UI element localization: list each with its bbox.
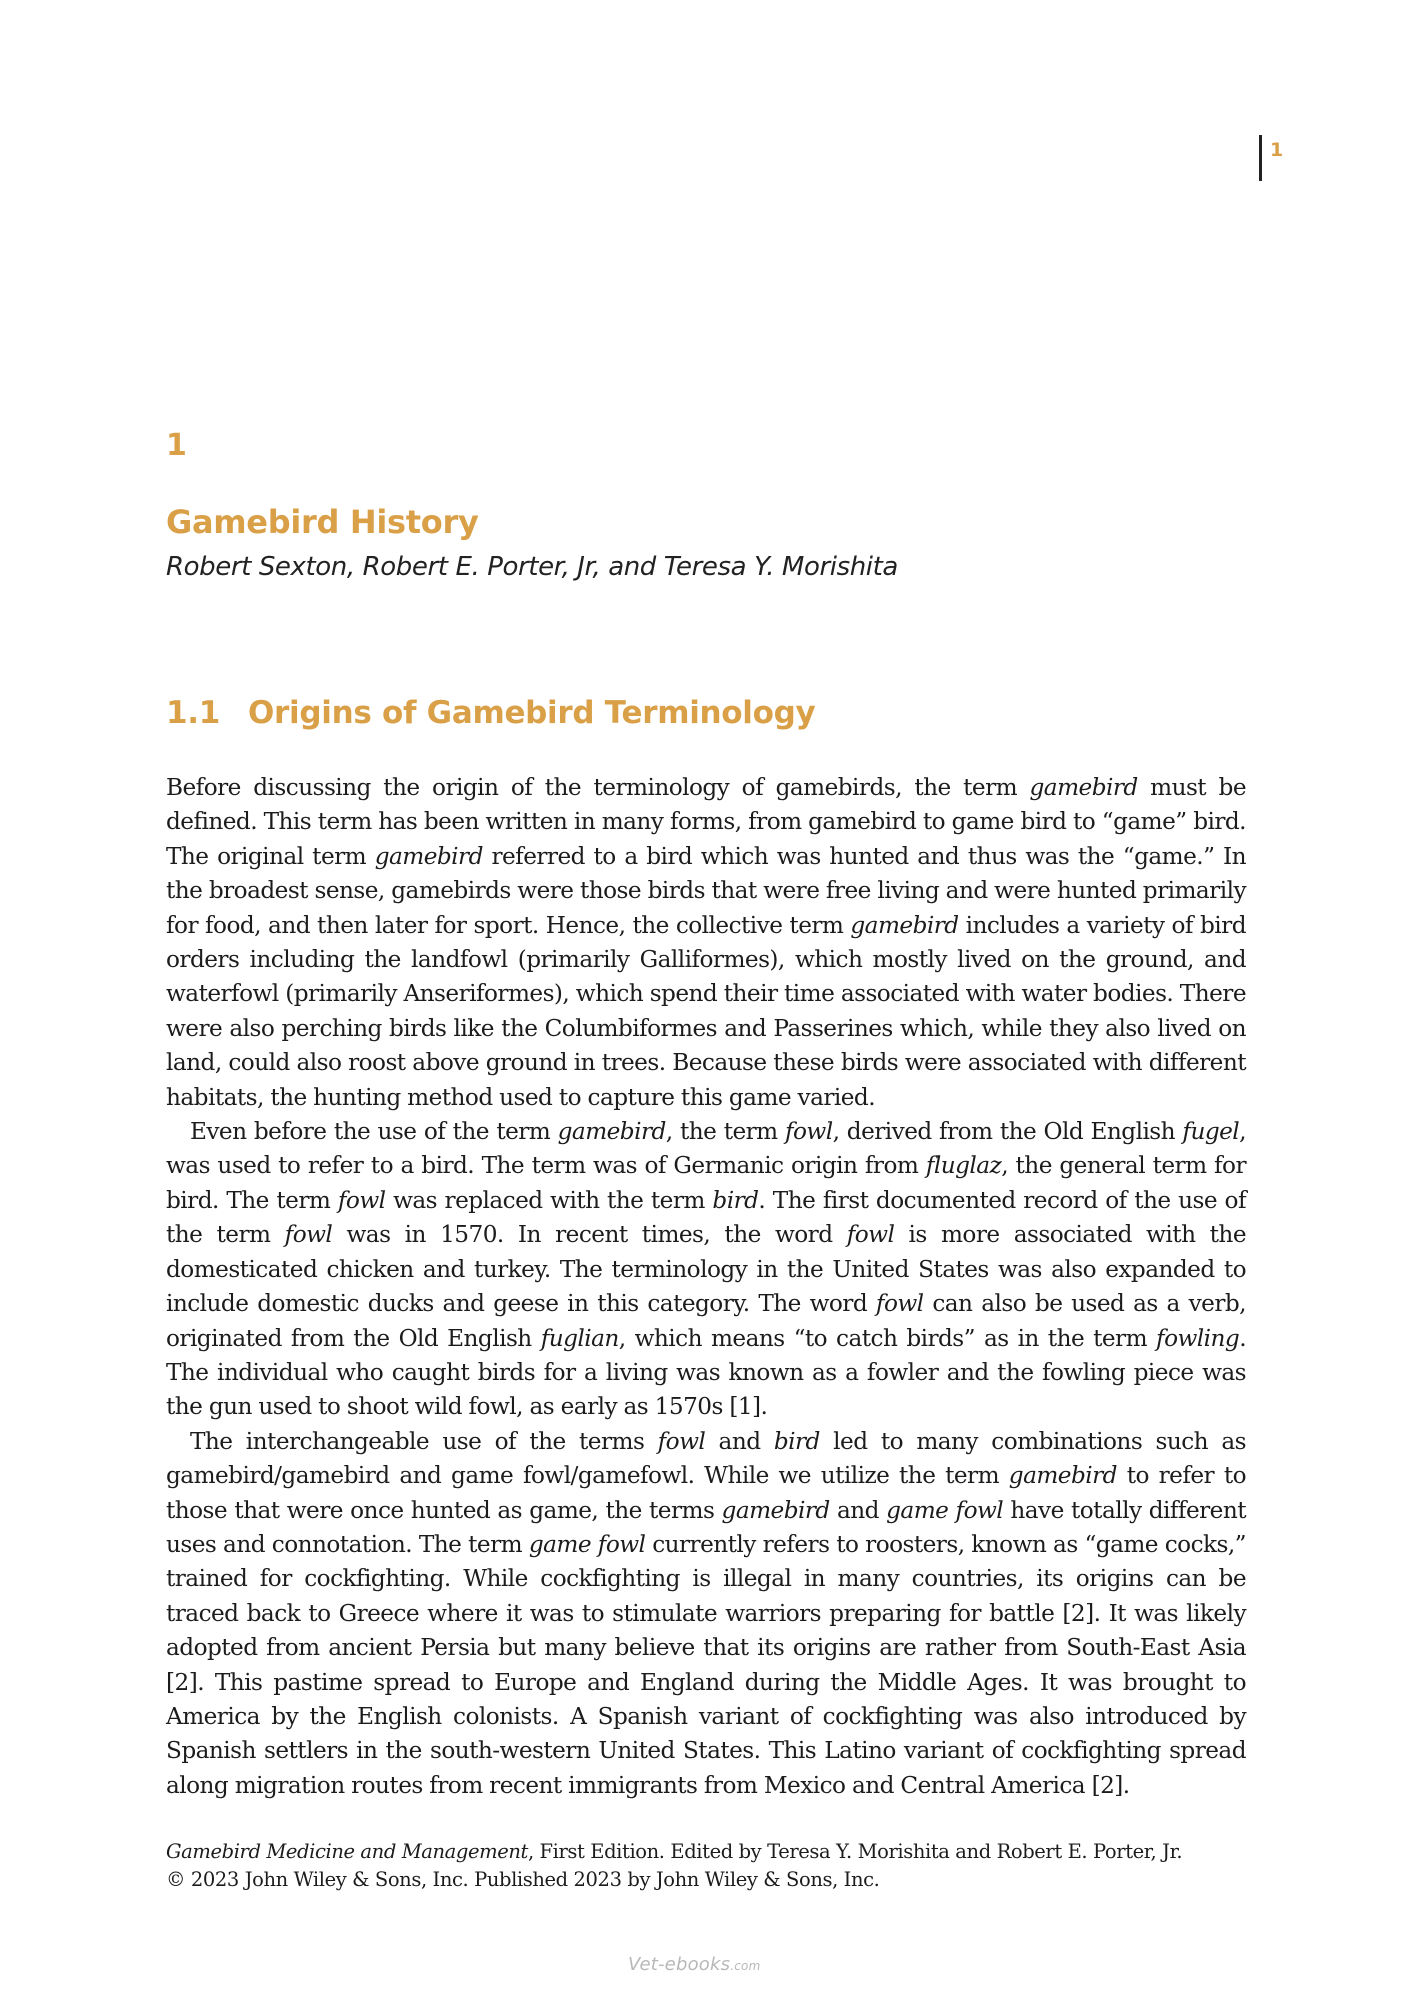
footer-book-title: Gamebird Medicine and Management xyxy=(166,1840,528,1863)
section-number: 1.1 xyxy=(166,695,221,731)
paragraph: The interchangeable use of the terms fowl and bird led to many combinations such as gamebird/gamebird and game fowl/gamefowl. While we utilize the term gamebird to refer to those that were once hunted as game, the terms gamebird and game fowl have totally different uses and connotation. The term game fowl currently refers to roosters, known as “game cocks,” trained for cockfighting. While cockfighting is illegal in many countries, its origins can be traced back to Greece where it was to stimulate warriors preparing for battle [2]. It was likely adopted from ancient Persia but many believe that its origins are rather from South-East Asia [2]. This pastime spread to Europe and England during the Middle Ages. It was brought to America by the English colonists. A Spanish variant of cockfighting was also introduced by Spanish settlers in the south-western United States. This Latino variant of cockfighting spread along migration routes from recent immigrants from Mexico and Central America [2]. xyxy=(166,1427,1246,1799)
footer-edition-line xyxy=(166,1838,1266,1866)
paragraph: Even before the use of the term gamebird, the term fowl, derived from the Old English fugel, was used to refer to a bird. The term was of Germanic origin from fluglaz, the general term for bird. The term fowl was replaced with the term bird. The first documented record of the use of the term fowl was in 1570. In recent times, the word fowl is more associated with the domesticated chicken and turkey. The terminology in the United States was also expanded to include domestic ducks and geese in this category. The word fowl can also be used as a verb, originated from the Old English fuglian, which means “to catch birds” as in the term fowling. The individual who caught birds for a living was known as a fowler and the fowling piece was the gun used to shoot wild fowl, as early as 1570s [1]. xyxy=(166,1118,1247,1421)
italic-term: gamebird xyxy=(1008,1462,1117,1490)
paragraph: Before discussing the origin of the terminology of gamebirds, the term gamebird must be defined. This term has been written in many forms, from gamebird to game bird to “game” bird. The original term gamebird referred to a bird which was hunted and thus was the “game.” In the broadest sense, gamebirds were those birds that were free living and were hunted primarily for food, and then later for sport. Hence, the collective term gamebird includes a variety of bird orders including the landfowl (primarily Galliformes), which mostly lived on the ground, and waterfowl (primarily Anseriformes), which spend their time associated with water bodies. There were also perching birds like the Columbiformes and Passerines which, while they also lived on land, could also roost above ground in trees. Because these birds were associated with different habitats, the hunting method used to capture this game varied. xyxy=(166,774,1246,1111)
chapter-title: Gamebird History xyxy=(166,503,479,541)
section-heading xyxy=(166,695,815,731)
chapter-authors: Robert Sexton, Robert E. Porter, Jr, and Teresa Y. Morishita xyxy=(166,552,898,582)
italic-term: bird xyxy=(712,1186,759,1214)
footer-copyright: © 2023 John Wiley & Sons, Inc. Published 2023 by John Wiley & Sons, Inc. xyxy=(166,1868,880,1891)
section-title: Origins of Gamebird Terminology xyxy=(248,695,816,731)
italic-term: fowl xyxy=(875,1290,924,1318)
italic-term: bird xyxy=(773,1427,820,1455)
italic-term: fowl xyxy=(657,1427,706,1455)
italic-term: fuglian xyxy=(540,1324,619,1352)
italic-term: fowl xyxy=(846,1221,895,1249)
italic-term: fowling xyxy=(1156,1324,1240,1352)
italic-term: fluglaz xyxy=(925,1152,1002,1180)
page-number: 1 xyxy=(1259,135,1283,181)
italic-term: gamebird xyxy=(557,1118,666,1146)
watermark-logo xyxy=(628,1954,760,1975)
body-text xyxy=(166,771,1246,1803)
italic-term: gamebird xyxy=(374,842,483,870)
italic-term: gamebird xyxy=(721,1496,830,1524)
chapter-number: 1 xyxy=(166,428,187,463)
watermark-name: Vet-ebooks xyxy=(628,1954,731,1975)
footer-citation xyxy=(166,1838,1266,1894)
italic-term: fowl xyxy=(337,1186,386,1214)
italic-term: fowl xyxy=(284,1221,333,1249)
italic-term: fugel xyxy=(1182,1118,1240,1146)
italic-term: game fowl xyxy=(886,1496,1004,1524)
footer-edition-text: , First Edition. Edited by Teresa Y. Morishita and Robert E. Porter, Jr. xyxy=(527,1840,1183,1863)
watermark-tld: .com xyxy=(730,1959,761,1973)
italic-term: gamebird xyxy=(850,911,959,939)
italic-term: gamebird xyxy=(1029,774,1138,801)
italic-term: fowl xyxy=(784,1118,833,1146)
italic-term: game fowl xyxy=(528,1530,646,1558)
